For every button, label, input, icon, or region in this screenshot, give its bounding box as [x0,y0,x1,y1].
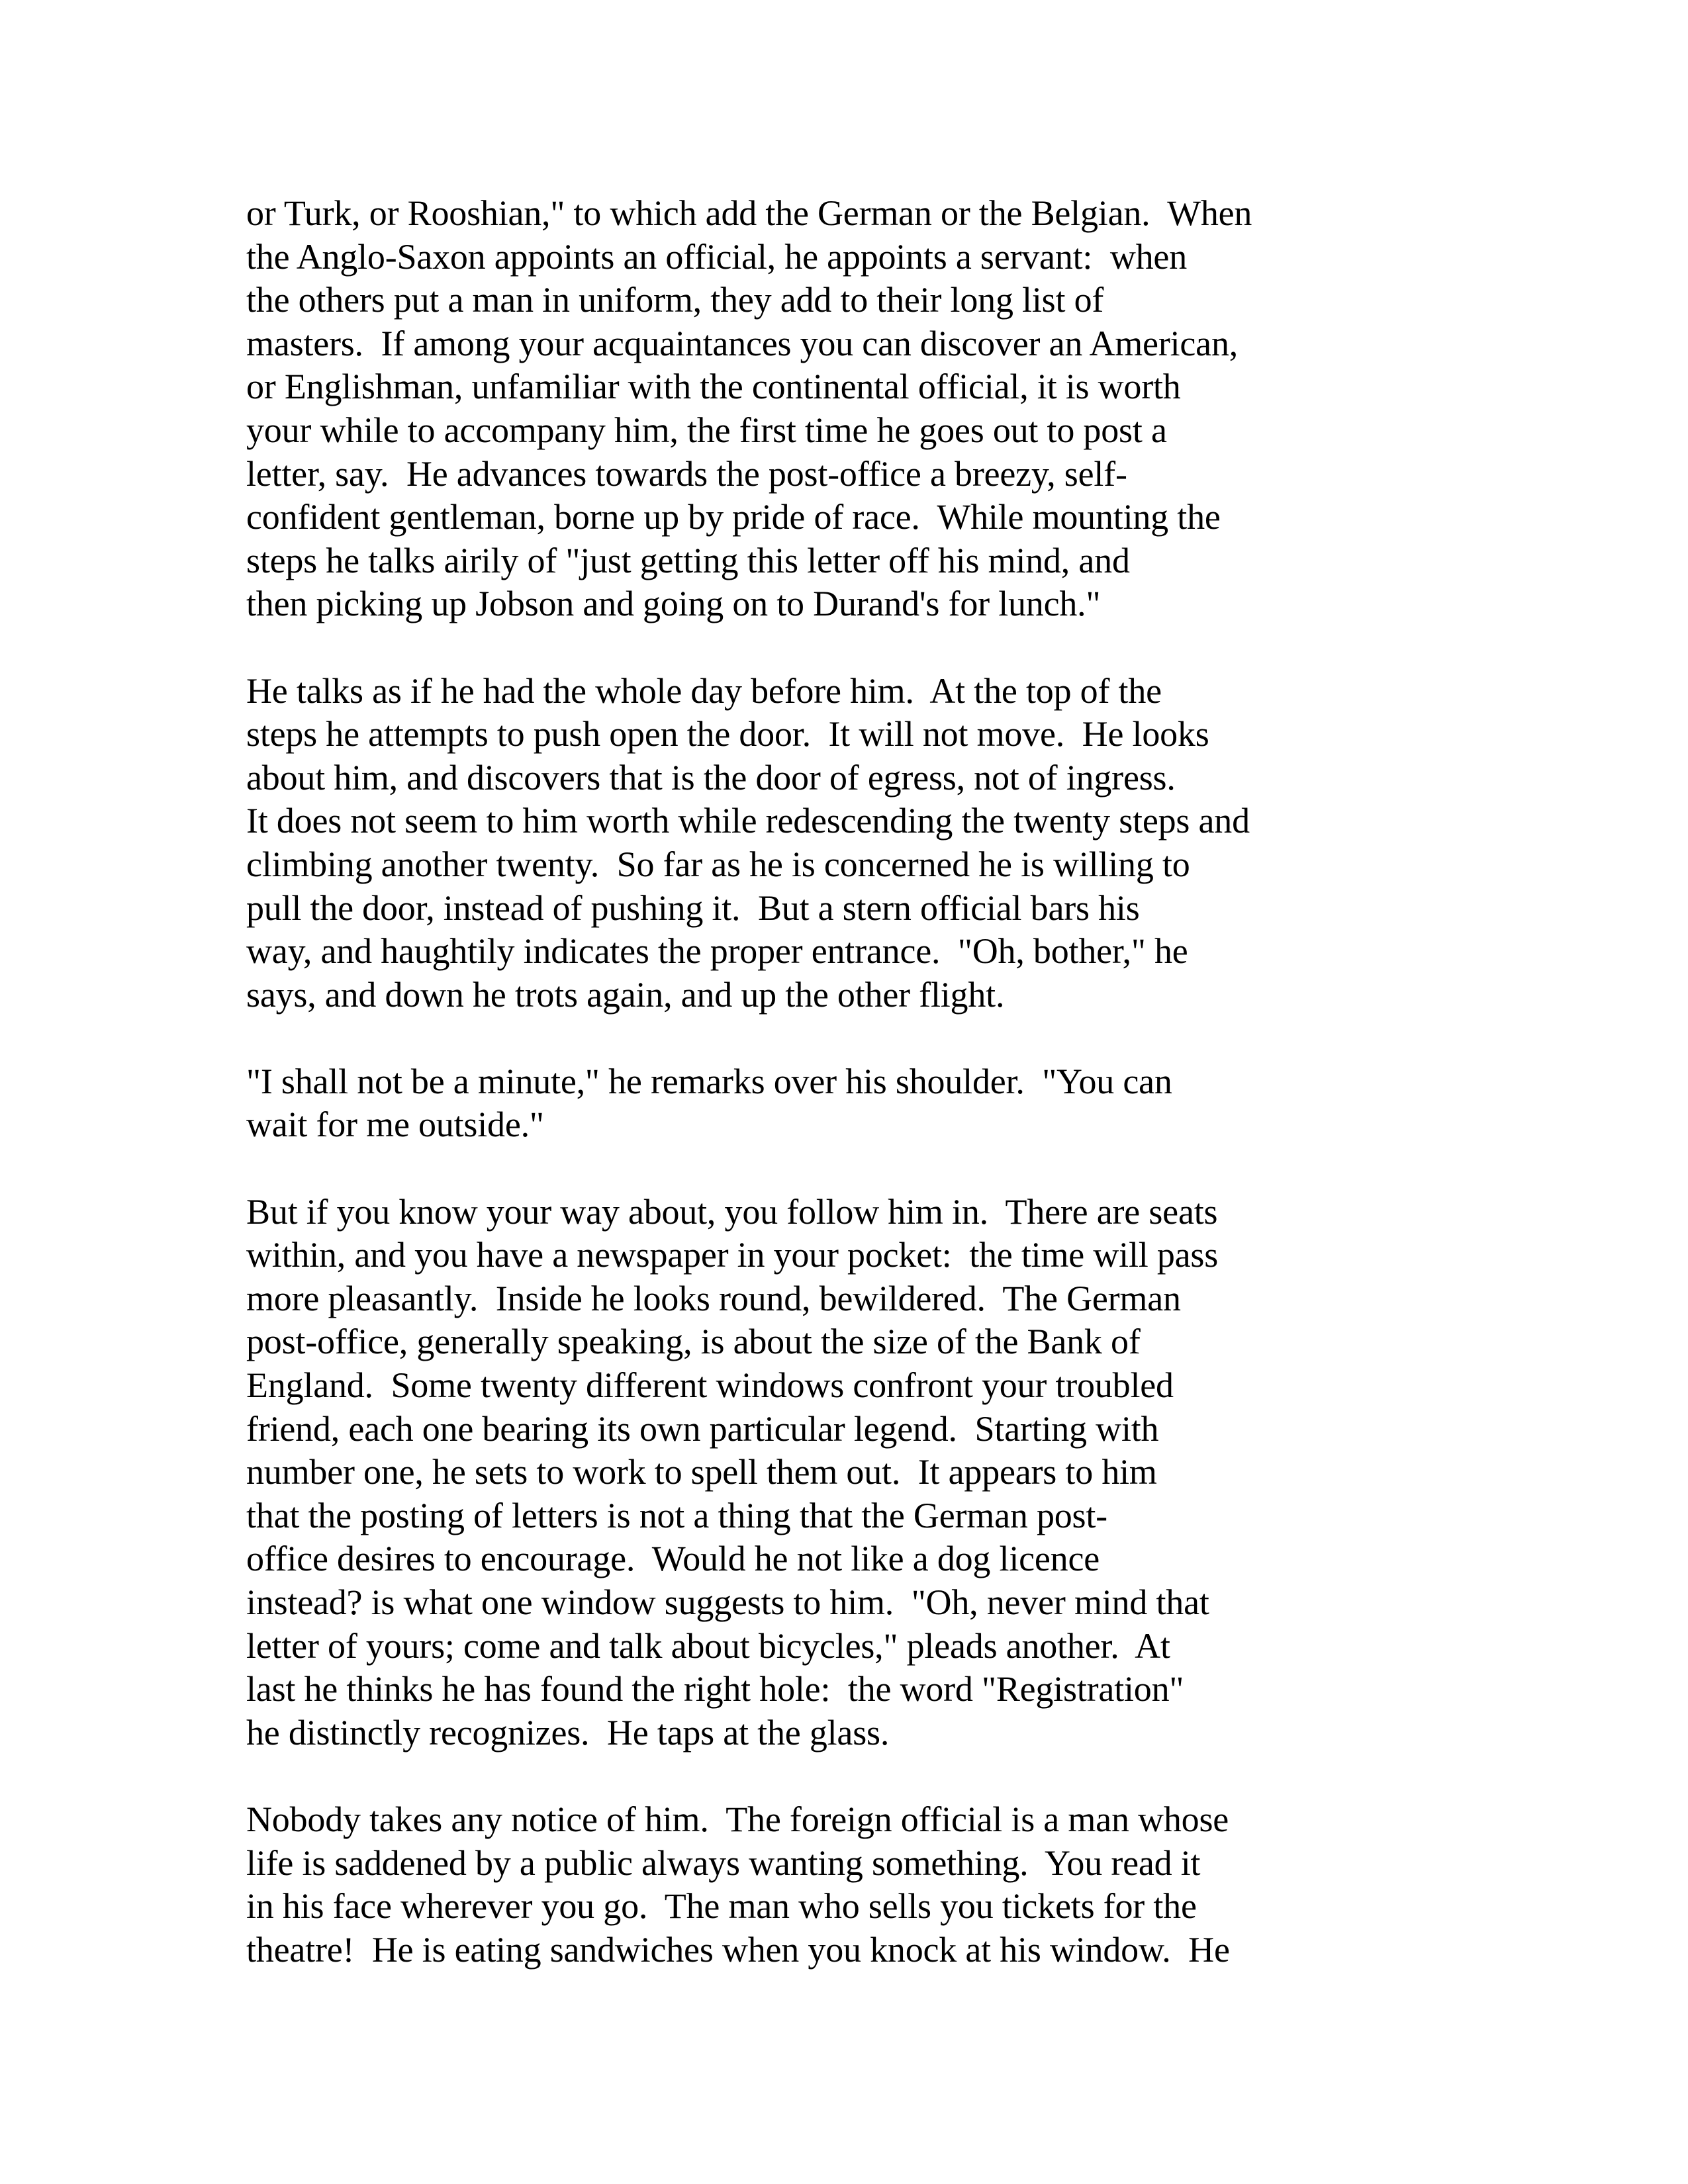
text-line: within, and you have a newspaper in your pocket: the time will pass [246,1235,1219,1275]
text-line: in his face wherever you go. The man who sells you tickets for the [246,1886,1197,1927]
text-line: climbing another twenty. So far as he is concerned he is willing to [246,844,1190,884]
text-line: life is saddened by a public always wanting something. You read it [246,1843,1201,1883]
text-line: then picking up Jobson and going on to Durand's for lunch." [246,584,1101,624]
text-line: letter, say. He advances towards the post-office a breezy, self- [246,453,1127,494]
text-line: about him, and discovers that is the door of egress, not of ingress. [246,757,1176,797]
text-line: says, and down he trots again, and up the other flight. [246,974,1005,1015]
text-line: pull the door, instead of pushing it. But a stern official bars his [246,887,1140,928]
text-line: office desires to encourage. Would he not like a dog licence [246,1539,1100,1579]
text-line: He talks as if he had the whole day before him. At the top of the [246,670,1162,711]
text-line: steps he attempts to push open the door. It will not move. He looks [246,714,1209,754]
paragraph [246,1060,1464,1147]
text-line: he distinctly recognizes. He taps at the glass. [246,1712,890,1752]
text-line: that the posting of letters is not a thing that the German post- [246,1495,1107,1535]
text-line: or Turk, or Rooshian," to which add the German or the Belgian. When [246,193,1252,233]
body-text [246,192,1464,2015]
text-line: steps he talks airily of "just getting this letter off his mind, and [246,540,1130,580]
text-line: theatre! He is eating sandwiches when you knock at his window. He [246,1929,1230,1970]
text-line: letter of yours; come and talk about bicycles," pleads another. At [246,1625,1170,1666]
text-line: England. Some twenty different windows confront your troubled [246,1365,1174,1406]
text-line: But if you know your way about, you follow him in. There are seats [246,1191,1218,1232]
text-line: more pleasantly. Inside he looks round, bewildered. The German [246,1278,1181,1318]
text-line: the others put a man in uniform, they add to their long list of [246,280,1104,320]
text-line: instead? is what one window suggests to him. "Oh, never mind that [246,1582,1209,1622]
text-line: post-office, generally speaking, is about the size of the Bank of [246,1322,1141,1362]
text-line: wait for me outside." [246,1105,544,1145]
paragraph [246,670,1464,1017]
text-line: Nobody takes any notice of him. The foreign official is a man whose [246,1799,1229,1839]
text-line: "I shall not be a minute," he remarks over his shoulder. "You can [246,1061,1172,1101]
text-line: way, and haughtily indicates the proper entrance. "Oh, bother," he [246,931,1188,972]
paragraph [246,1191,1464,1755]
text-line: your while to accompany him, the first time he goes out to post a [246,410,1167,450]
paragraph [246,1798,1464,1972]
text-line: number one, he sets to work to spell them out. It appears to him [246,1452,1157,1492]
text-line: last he thinks he has found the right hole: the word "Registration" [246,1669,1184,1709]
text-line: masters. If among your acquaintances you can discover an American, [246,323,1239,363]
text-line: or Englishman, unfamiliar with the continental official, it is worth [246,367,1181,407]
text-line: the Anglo-Saxon appoints an official, he appoints a servant: when [246,236,1187,277]
text-line: friend, each one bearing its own particular legend. Starting with [246,1408,1159,1449]
paragraph [246,192,1464,626]
text-line: confident gentleman, borne up by pride of race. While mounting the [246,497,1221,537]
text-line: It does not seem to him worth while redescending the twenty steps and [246,801,1250,841]
